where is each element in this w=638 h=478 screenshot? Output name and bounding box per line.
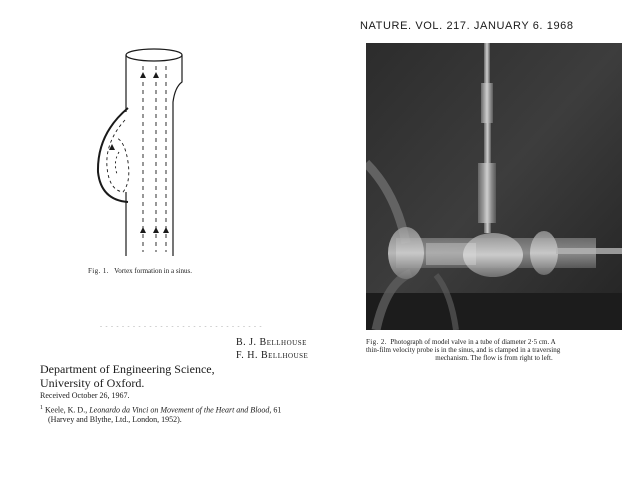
right-flange — [530, 231, 558, 275]
reference-1 — [40, 404, 340, 424]
traverse-rod — [556, 248, 622, 254]
fig2-caption — [366, 338, 622, 362]
tube-top-ellipse — [126, 49, 182, 61]
photo-bench — [366, 293, 622, 330]
vortex-path — [107, 120, 129, 192]
reference-publisher: (Harvey and Blythe, Ltd., London, 1952). — [48, 414, 182, 424]
probe-rod-joint — [481, 83, 493, 123]
flow-arrow-1 — [140, 72, 146, 78]
fig1-caption — [88, 267, 192, 275]
fig1-caption-text: Vortex formation in a sinus. — [114, 267, 192, 275]
affiliation-line-2: University of Oxford. — [40, 376, 145, 390]
flow-arrow-3 — [140, 227, 146, 233]
fig1-vortex-diagram — [95, 42, 205, 257]
reference-number: 1 — [40, 405, 43, 411]
affiliation-line-1: Department of Engineering Science, — [40, 362, 215, 376]
left-flange — [388, 227, 424, 279]
author-2: F. H. Bellhouse — [236, 350, 309, 361]
flow-arrow-5 — [163, 227, 169, 233]
valve-highlight — [426, 243, 476, 265]
fig2-caption-line-3: mechanism. The flow is from right to left. — [435, 354, 553, 362]
probe-clamp — [478, 163, 496, 223]
fig2-photograph — [366, 43, 622, 330]
reference-authors: Keele, K. D., — [45, 405, 88, 415]
fig1-caption-label: Fig. 1. — [88, 267, 109, 275]
probe-rod-top — [484, 43, 490, 83]
tube-wall-right — [173, 55, 182, 256]
affiliation-block — [40, 362, 215, 390]
fig2-caption-label: Fig. 2. — [366, 338, 387, 346]
vortex-arrow — [109, 144, 115, 150]
reference-title: Leonardo da Vinci on Movement of the Heart and Blood, — [89, 405, 272, 415]
received-date: Received October 26, 1967. — [40, 391, 130, 400]
reference-page: 61 — [273, 405, 282, 415]
author-1: B. J. Bellhouse — [236, 337, 307, 348]
authors-block — [236, 336, 308, 362]
journal-header: NATURE. VOL. 217. JANUARY 6. 1968 — [360, 20, 574, 32]
cropped-text-line: - - - - - - - - - - - - - - - - - - - - - - - - - - - - - - — [100, 324, 263, 330]
flow-arrow-4 — [153, 227, 159, 233]
vortex-inner-path — [115, 152, 119, 174]
flow-arrow-2 — [153, 72, 159, 78]
fig2-caption-line-2: thin-film velocity probe is in the sinus, and is clamped in a traversing — [366, 346, 561, 354]
fig2-caption-line-1: Photograph of model valve in a tube of diameter 2·5 cm. A — [390, 338, 556, 346]
